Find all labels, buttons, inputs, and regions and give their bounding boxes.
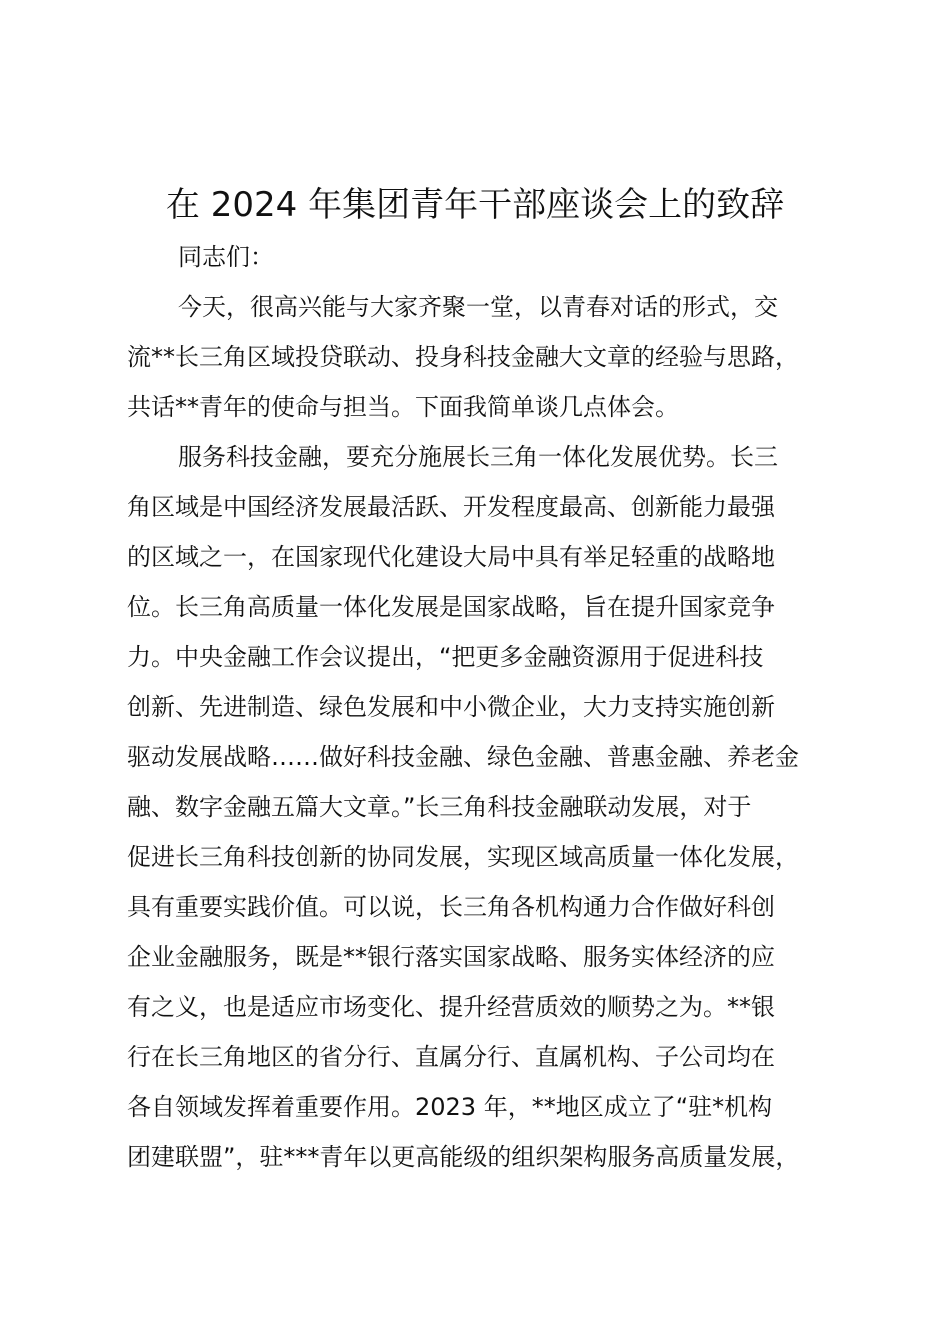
paragraph-line: 共话**青年的使命与担当。下面我简单谈几点体会。 (127, 393, 679, 421)
paragraph-line: 角区域是中国经济发展最活跃、开发程度最高、创新能力最强 (127, 493, 775, 521)
paragraph-line: 具有重要实践价值。可以说，长三角各机构通力合作做好科创 (127, 893, 775, 921)
paragraph-line: 企业金融服务，既是**银行落实国家战略、服务实体经济的应 (127, 943, 775, 971)
paragraph-line: 的区域之一，在国家现代化建设大局中具有举足轻重的战略地 (127, 543, 775, 571)
paragraph-line: 融、数字金融五篇大文章。”长三角科技金融联动发展，对于 (127, 793, 752, 821)
paragraph-line: 有之义，也是适应市场变化、提升经营质效的顺势之为。**银 (127, 993, 775, 1021)
salutation: 同志们： (178, 243, 274, 271)
paragraph-line: 各自领域发挥着重要作用。2023 年，**地区成立了“驻*机构 (127, 1093, 773, 1121)
paragraph-line: 流**长三角区域投贷联动、投身科技金融大文章的经验与思路， (127, 343, 799, 371)
paragraph-line: 今天，很高兴能与大家齐聚一堂，以青春对话的形式，交 (178, 293, 778, 321)
paragraph-line: 力。中央金融工作会议提出，“把更多金融资源用于促进科技 (127, 643, 764, 671)
paragraph-line: 服务科技金融，要充分施展长三角一体化发展优势。长三 (178, 443, 778, 471)
paragraph-line: 团建联盟”，驻***青年以更高能级的组织架构服务高质量发展， (127, 1143, 800, 1171)
paragraph-line: 创新、先进制造、绿色发展和中小微企业，大力支持实施创新 (127, 693, 775, 721)
document-title: 在 2024 年集团青年干部座谈会上的致辞 (165, 185, 785, 225)
paragraph-line: 行在长三角地区的省分行、直属分行、直属机构、子公司均在 (127, 1043, 775, 1071)
document-body (127, 282, 847, 1182)
paragraph-line: 位。长三角高质量一体化发展是国家战略，旨在提升国家竞争 (127, 593, 775, 621)
paragraph-line: 驱动发展战略……做好科技金融、绿色金融、普惠金融、养老金 (127, 743, 799, 771)
paragraph-line: 促进长三角科技创新的协同发展，实现区域高质量一体化发展， (127, 843, 799, 871)
